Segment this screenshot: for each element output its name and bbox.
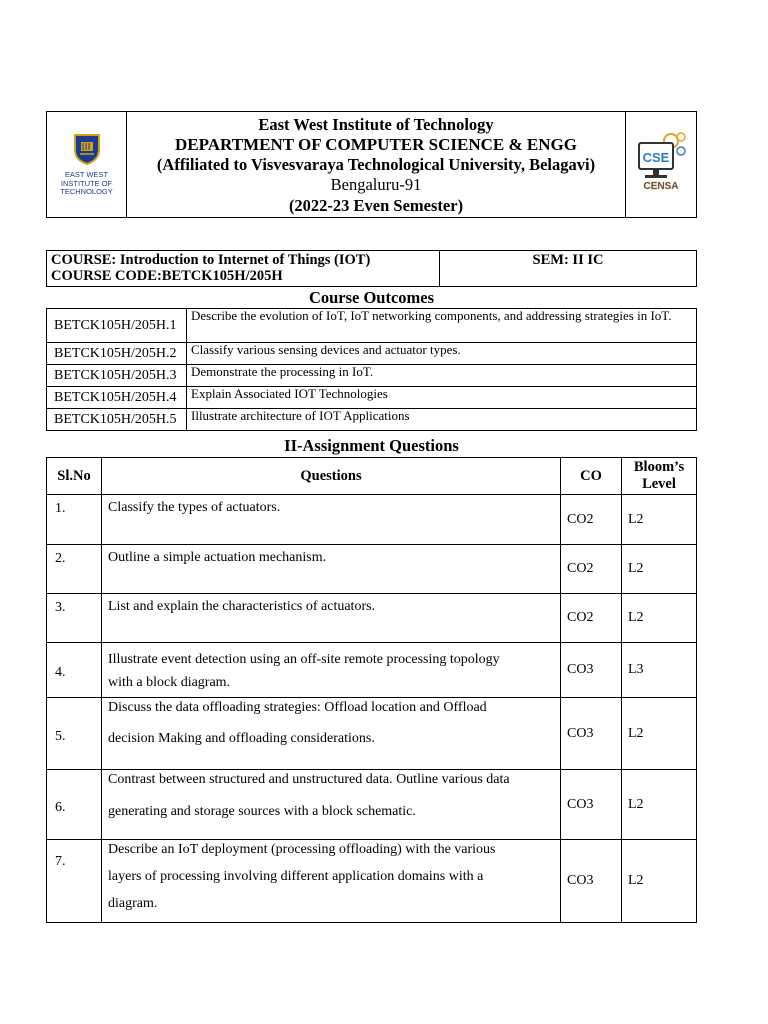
row-sl: 2. [47, 545, 102, 594]
header-text-cell [127, 112, 626, 218]
co-code: BETCK105H/205H.1 [47, 309, 187, 343]
logo-caption-2: INSTITUTE OF [60, 178, 113, 188]
row-co: CO3 [561, 698, 622, 770]
co-row [47, 409, 697, 431]
semester: (2022-23 Even Semester) [288, 196, 464, 215]
row-question [102, 770, 561, 840]
co-description: Illustrate architecture of IOT Applications [187, 409, 697, 431]
row-level: L3 [622, 643, 697, 698]
header-co: CO [561, 458, 622, 495]
question-line: layers of processing involving different application domains with a [108, 869, 484, 884]
row-question [102, 495, 561, 545]
row-co: CO3 [561, 770, 622, 840]
header-sl-no: Sl.No [47, 458, 102, 495]
semester-info: SEM: II IC [440, 251, 697, 287]
row-level: L2 [622, 840, 697, 923]
row-sl: 6. [47, 770, 102, 840]
row-level: L2 [622, 698, 697, 770]
question-line: List and explain the characteristics of actuators. [108, 599, 376, 614]
cse-censa-logo-icon [631, 129, 691, 195]
row-co: CO2 [561, 545, 622, 594]
row-question [102, 840, 561, 923]
dept-logo-cell [626, 112, 697, 218]
question-line: Illustrate event detection using an off-site remote processing topology [108, 652, 500, 667]
logo-caption-3: TECHNOLOGY [60, 187, 113, 197]
institute-logo-cell [47, 112, 127, 218]
row-level: L2 [622, 770, 697, 840]
row-sl: 7. [47, 840, 102, 923]
question-line: Discuss the data offloading strategies: Offload location and Offload [108, 700, 487, 715]
header-blooms-line2: Level [642, 476, 676, 492]
co-description: Describe the evolution of IoT, IoT networking components, and addressing strategies in IoT. [187, 309, 697, 343]
ewit-logo-icon [70, 132, 104, 166]
row-question [102, 643, 561, 698]
institute-name: East West Institute of Technology [258, 115, 494, 134]
question-line: diagram. [108, 896, 158, 911]
course-name: COURSE: Introduction to Internet of Things (IOT) [51, 252, 371, 268]
row-level: L2 [622, 594, 697, 643]
department-name: DEPARTMENT OF COMPUTER SCIENCE & ENGG [175, 135, 577, 154]
co-code: BETCK105H/205H.2 [47, 343, 187, 365]
course-outcomes-table [46, 308, 697, 431]
course-code: COURSE CODE:BETCK105H/205H [51, 268, 283, 284]
co-row [47, 343, 697, 365]
row-sl: 4. [47, 643, 102, 698]
row-question [102, 698, 561, 770]
course-info-table [46, 250, 697, 287]
co-code: BETCK105H/205H.3 [47, 365, 187, 387]
row-level: L2 [622, 545, 697, 594]
question-line: Classify the types of actuators. [108, 500, 281, 515]
assignment-title: II-Assignment Questions [284, 436, 459, 455]
assignment-table [46, 457, 697, 923]
co-description: Classify various sensing devices and actuator types. [187, 343, 697, 365]
row-co: CO3 [561, 840, 622, 923]
course-outcomes-title: Course Outcomes [308, 288, 435, 307]
co-row [47, 309, 697, 343]
co-row [47, 365, 697, 387]
row-sl: 1. [47, 495, 102, 545]
row-co: CO2 [561, 495, 622, 545]
censa-logo-text: CENSA [643, 181, 679, 192]
row-sl: 3. [47, 594, 102, 643]
question-line: Contrast between structured and unstructured data. Outline various data [108, 772, 510, 787]
row-co: CO2 [561, 594, 622, 643]
header-table [46, 111, 697, 218]
logo-caption-1: EAST WEST [64, 170, 109, 180]
co-code: BETCK105H/205H.4 [47, 387, 187, 409]
row-level: L2 [622, 495, 697, 545]
affiliation: (Affiliated to Visvesvaraya Technological University, Belagavi) [156, 155, 596, 174]
row-question [102, 545, 561, 594]
course-info-left [47, 251, 440, 287]
question-line: Describe an IoT deployment (processing offloading) with the various [108, 842, 496, 857]
table-row [47, 495, 697, 545]
co-row [47, 387, 697, 409]
city: Bengaluru-91 [330, 175, 422, 194]
row-question [102, 594, 561, 643]
table-row [47, 698, 697, 770]
table-row [47, 840, 697, 923]
header-blooms-level [622, 458, 697, 495]
cse-logo-text: CSE [642, 150, 670, 165]
question-line: Outline a simple actuation mechanism. [108, 550, 327, 565]
row-sl: 5. [47, 698, 102, 770]
co-description: Demonstrate the processing in IoT. [187, 365, 697, 387]
table-row [47, 643, 697, 698]
row-co: CO3 [561, 643, 622, 698]
co-code: BETCK105H/205H.5 [47, 409, 187, 431]
table-row [47, 545, 697, 594]
table-row [47, 770, 697, 840]
question-line: decision Making and offloading considerations. [108, 731, 375, 746]
question-line: generating and storage sources with a block schematic. [108, 804, 416, 819]
co-description: Explain Associated IOT Technologies [187, 387, 697, 409]
header-blooms-line1: Bloom’s [633, 459, 685, 475]
question-line: with a block diagram. [108, 675, 231, 690]
header-questions: Questions [102, 458, 561, 495]
assignment-header-row [47, 458, 697, 495]
table-row [47, 594, 697, 643]
